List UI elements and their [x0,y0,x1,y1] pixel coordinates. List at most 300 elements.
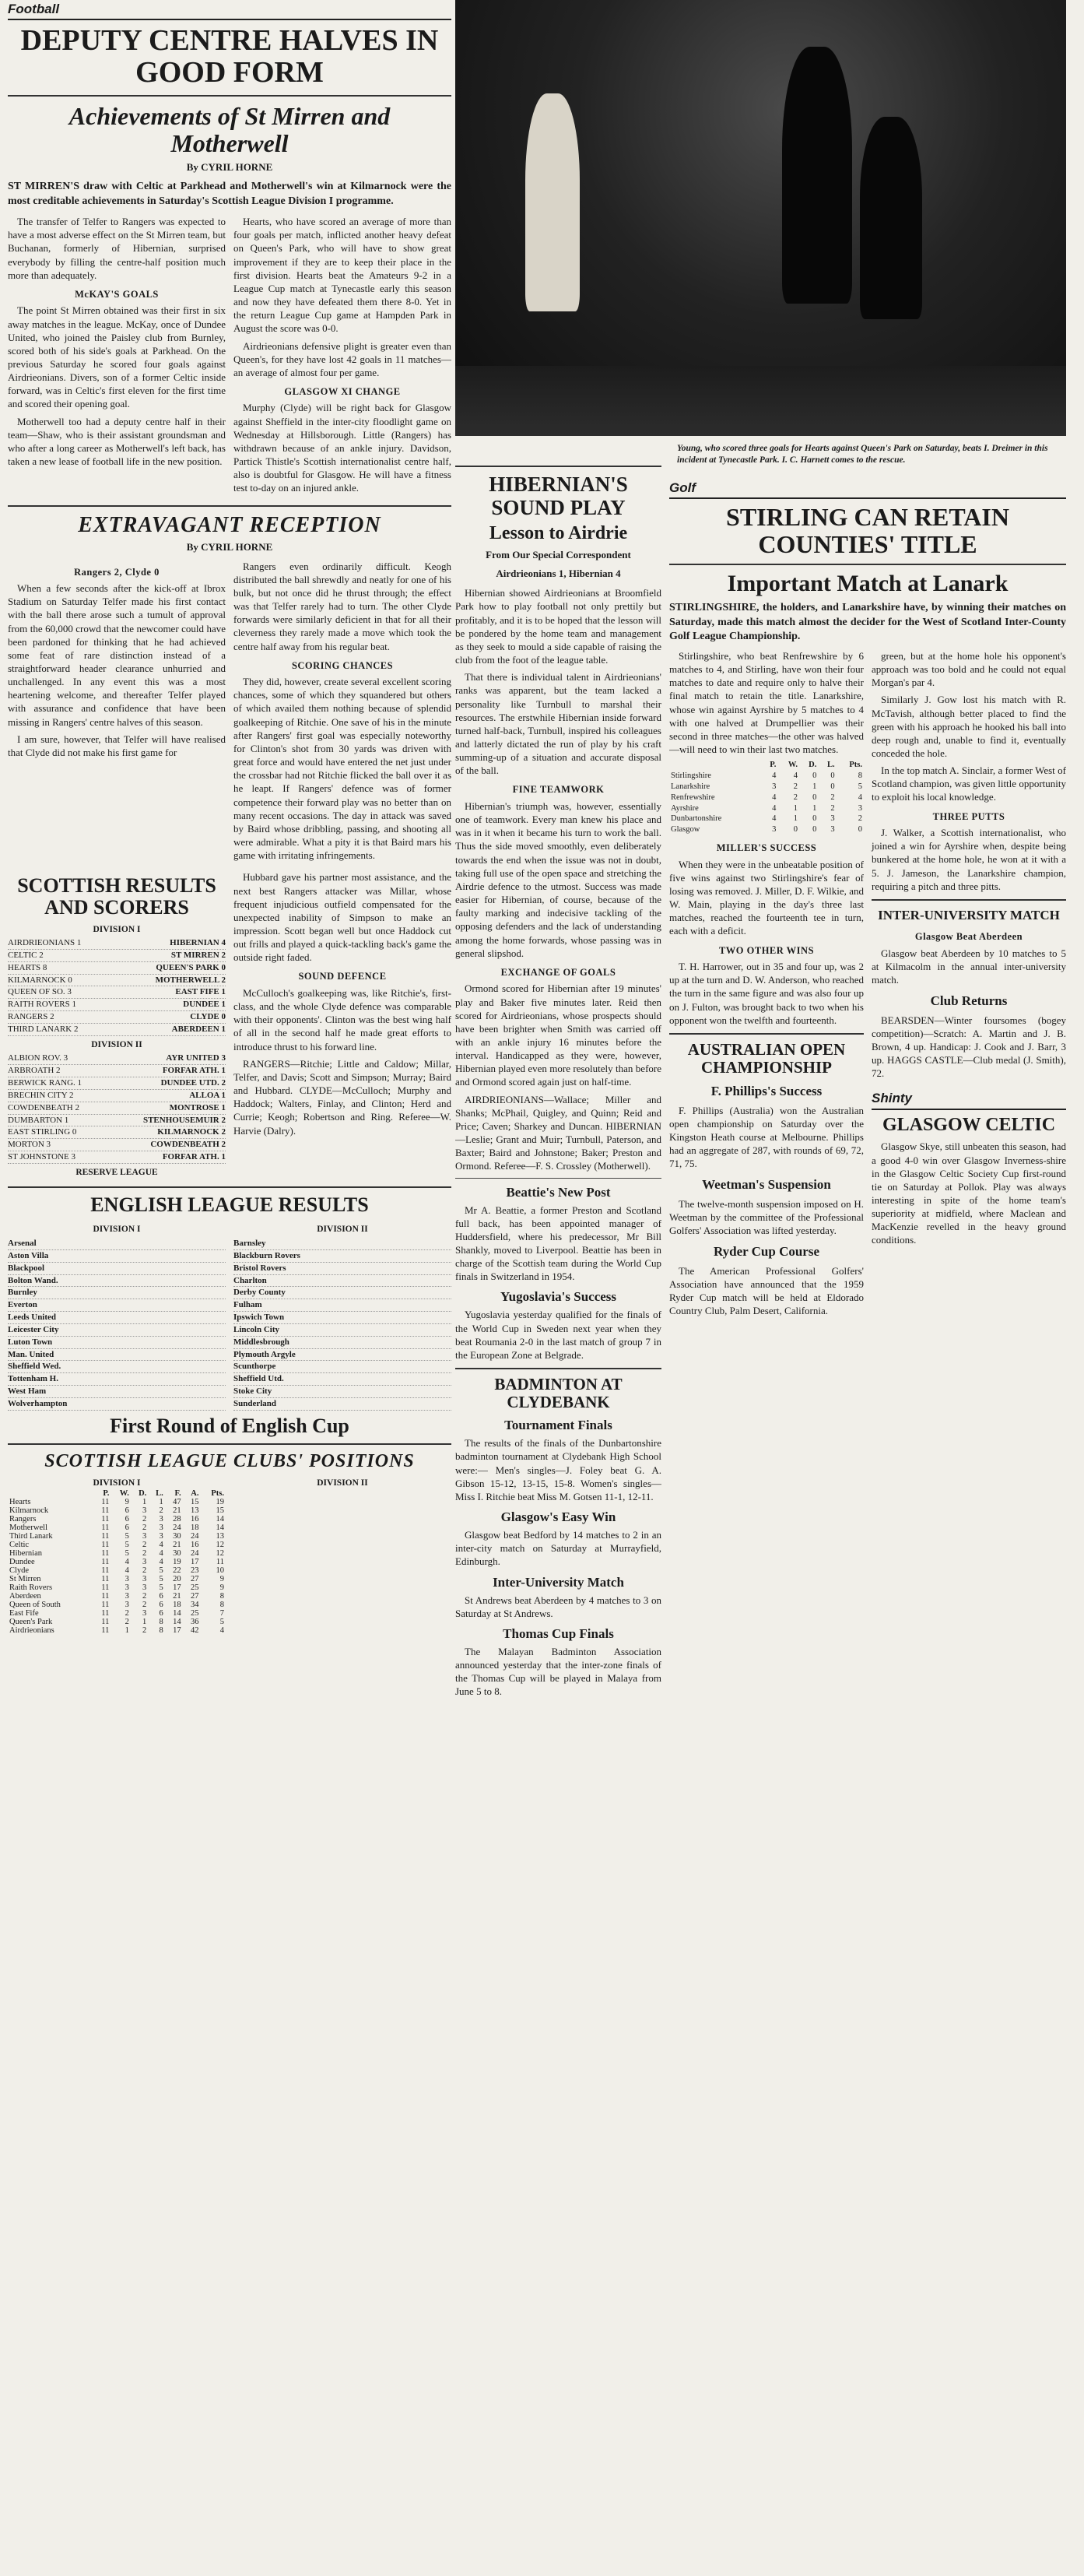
table-cell: 15 [216,1506,224,1515]
table-cell: 14 [216,1514,224,1523]
player-figure [782,47,852,304]
phillips-headline: F. Phillips's Success [710,1084,823,1099]
club-name: Burnley [8,1287,226,1299]
paragraph: T. H. Harrower, out in 35 and four up, was 2 up at the turn and D. W. Anderson, who reached the turn in the same figure and was also four up on J. Fulton, was brought back to two when his opponent won the twelfth and fourteenth. [669,961,864,1026]
table-cell: 11 [101,1506,110,1515]
table-cell: Hibernian [9,1548,42,1558]
table-row [8,1575,226,1583]
table-cell: 25 [190,1583,199,1592]
team-score: BRECHIN CITY 2 [8,1090,74,1100]
table-cell: Hearts [9,1497,31,1506]
table-cell: 3 [125,1591,129,1601]
table-cell: 2 [830,803,835,813]
match-score: Rangers 2, Clyde 0 [74,566,160,578]
table-cell: 21 [173,1591,181,1601]
paragraph: The American Professional Golfers' Association have announced that the 1959 Ryder Cup match will be held at Eldorado Country Club, Palm Desert, California. [669,1264,864,1317]
table-cell: 11 [101,1548,110,1558]
australian-headline: AUSTRALIAN OPEN CHAMPIONSHIP [687,1039,846,1077]
team-score: ABERDEEN 1 [171,1024,226,1034]
table-row [8,1549,226,1558]
club-name: Sheffield Utd. [233,1373,451,1386]
table-cell: 6 [159,1591,163,1601]
division-label: DIVISION II [317,1478,368,1488]
paragraph: St Andrews beat Aberdeen by 4 matches to 3 on Saturday at St Andrews. [455,1594,661,1619]
paragraph: Hearts, who have scored an average of more than four goals per match, inflicted another heavy defeat on Queen's Park, who will have to show great improvement if they are to keep their place in the first division. Hearts beat the Amateurs 9-2 in a League Cup match at Tynecastle early this season and now they have defeated them there 8-0. Yet in the return League Cup game at Hampden Park in August the score was 0-0. [233,216,451,335]
yugoslavia-body [455,1308,661,1362]
paragraph: BEARSDEN—Winter foursomes (bogey competition)—Scratch: A. Martin and J. B. Brown, 4 up. Handicap: J. Cook and J. Barr, 3 up. HAGGS CASTLE—Club medal (J. Smith), 72. [872,1014,1066,1080]
table-cell: 6 [159,1608,163,1618]
table-cell: 4 [159,1540,163,1549]
crosshead: TWO OTHER WINS [718,944,815,956]
paragraph: When a few seconds after the kick-off at Ibrox Stadium on Saturday Telfer made his first contact with the ball there arose such a tumult of approval from the 60,000 crowd that the newcomer could have been pardoned for thinking that he had achieved some feat of rare distinction instead of a straightforward header clearance unhurried and unchallenged. In any event this was a most heartening welcome, and thereafter Telfer played with assurance and confidence that have been missing in Rangers' centre halves of this season. [8,582,226,728]
english-cup-headline: First Round of English Cup [110,1414,349,1437]
table-cell: 0 [793,825,798,835]
ryder-headline: Ryder Cup Course [713,1244,820,1260]
result-row [8,1151,226,1164]
paragraph: Ormond scored for Hibernian after 19 minutes' play and Baker five minutes later. Reid then scored for Airdrieonians, whose prospects should have been brighter when Smith was carried off with an ankle injury 16 minutes before the interval. Handicapped as they were, however, Hibernian played even more resolutely than before and Ormond scored again just on half-time. [455,982,661,1088]
paragraph: In the top match A. Sinclair, a former West of Scotland champion, was given little opportunity to exploit his local knowledge. [872,764,1066,803]
table-cell: 1 [159,1497,163,1506]
table-cell: 17 [173,1583,181,1592]
table-cell: 4 [858,792,862,802]
table-cell: 2 [793,782,798,791]
table-cell: 11 [216,1557,224,1566]
table-row [669,792,864,803]
table-cell: Kilmarnock [9,1506,49,1515]
table-row [8,1558,226,1566]
table-cell: 3 [142,1583,147,1592]
hibernian-body [455,586,661,1172]
table-cell: 2 [142,1591,147,1601]
article-right [233,215,451,498]
paragraph: The twelve-month suspension imposed on H. Weetman by the committee of the Professional Golfers' Association was lifted yesterday. [669,1197,864,1237]
table-cell: Glasgow [671,825,700,835]
table-cell: Queen of South [9,1600,61,1609]
paragraph: The Malayan Badminton Association announced yesterday that the inter-zone finals of the Thomas Cup will be played in Malaya from June 5 to 8. [455,1645,661,1698]
divider [872,899,1066,901]
table-cell: 3 [159,1531,163,1541]
table-cell: 11 [101,1591,110,1601]
table-cell: 8 [858,771,862,780]
table-cell: 11 [101,1574,110,1583]
table-cell: 3 [830,814,835,824]
correspondent: From Our Special Correspondent [486,549,631,561]
table-row [669,824,864,835]
paragraph: Hibernian's triumph was, however, essentially one of teamwork. Every man knew his place and was in it when it became his turn to work the ball. Thus the side moved smoothly, even deliberately towards the end when the issue was not in doubt, taking full use of the open space and stretching the Airdrie defence to the utmost. Success was made easier for Hibernian, of course, because of the faulty marking and indecisive tackling of the opposing defenders and the lack of understanding among the home forwards, whose passing was in general slipshod. [455,800,661,959]
result-row [8,950,226,962]
club-name: Blackburn Rovers [233,1250,451,1263]
reception-body [8,560,451,866]
table-cell: 21 [173,1540,181,1549]
team-score: KILMARNOCK 0 [8,975,72,985]
football-photo [455,0,1066,436]
pitch-ground [455,366,1066,436]
team-score: CELTIC 2 [8,950,44,960]
divider [669,564,1066,565]
table-row [8,1506,226,1515]
club-name: Wolverhampton [8,1398,226,1411]
club-name: Derby County [233,1287,451,1299]
table-cell: 11 [101,1583,110,1592]
table-row [8,1515,226,1523]
table-cell: 21 [173,1506,181,1515]
table-cell: 16 [190,1540,199,1549]
golf-right [872,649,1066,1321]
table-cell: 8 [159,1617,163,1626]
club-name: Everton [8,1299,226,1312]
table-cell: 12 [216,1548,224,1558]
result-row [8,1102,226,1115]
paragraph: Stirlingshire, who beat Renfrewshire by 6 matches to 4, and Stirling, have won their four matches to date and require only to halve their final match to retain the title. Lanarkshire, whose win against Ayrshire by 5 matches to 4 with one halved at Drumpellier was their second in three matches—the other was halved—will need to win their last two matches. [669,649,864,755]
table-cell: 11 [101,1566,110,1575]
table-cell: 2 [142,1514,147,1523]
main-headline: DEPUTY CENTRE HALVES IN GOOD FORM [20,24,439,90]
division-2-results [8,1053,226,1164]
badminton-headline: BADMINTON AT CLYDEBANK [494,1375,623,1412]
table-cell: 11 [101,1497,110,1506]
team-score: ALLOA 1 [189,1090,226,1100]
team-score: MOTHERWELL 2 [155,975,226,985]
table-cell: 4 [219,1625,224,1635]
table-cell: 1 [812,782,817,791]
tournament-headline: Tournament Finals [504,1418,612,1433]
result-row [8,1126,226,1139]
table-cell: 2 [142,1566,147,1575]
divider [455,466,661,467]
paragraph: I am sure, however, that Telfer will have realised that Clyde did not make his first game for [8,733,226,758]
result-row [8,1090,226,1102]
table-cell: 28 [173,1514,181,1523]
result-row [8,1053,226,1065]
golf-left [669,649,864,1321]
table-row [8,1592,226,1601]
intervarsity-headline: INTER-UNIVERSITY MATCH [878,907,1060,923]
paragraph: That there is individual talent in Airdrieonians' ranks was apparent, but the team lacked a personality like Turnbull to marshal their resources. The erstwhile Hibernian inside forward turned half-back, Turnbull, inspired his colleagues and latterly dictated the run of play by his craft summing-up of a situation and accurate disposal of the ball. [455,671,661,777]
club-name: Man. United [8,1349,226,1362]
paragraph: Glasgow beat Bedford by 14 matches to 2 in an inter-city match on Saturday at Murrayfield, Edinburgh. [455,1529,661,1568]
table-cell: 9 [125,1497,129,1506]
table-row [8,1566,226,1575]
table-row [8,1609,226,1618]
table-cell: 3 [142,1506,147,1515]
table-cell: Motherwell [9,1523,47,1532]
table-body [669,771,864,835]
column-header: Pts. [849,761,862,770]
table-cell: 6 [125,1523,129,1532]
table-cell: 5 [219,1617,224,1626]
reception-headline: EXTRAVAGANT RECEPTION [78,512,381,537]
table-cell: Ayrshire [671,803,699,813]
table-cell: 19 [173,1557,181,1566]
club-name: Arsenal [8,1238,226,1250]
article-body [8,215,451,498]
club-name: Sunderland [233,1398,451,1411]
club-name: Charlton [233,1275,451,1288]
player-figure [525,93,580,311]
scottish-results [8,870,226,1180]
column-header: P. [770,761,777,770]
paragraph: Yugoslavia yesterday qualified for the finals of the World Cup in Sweden next year when they beat Roumania 2-0 in the last match of group 7 in the European Zone at Belgrade. [455,1309,661,1361]
club-name: Leeds United [8,1312,226,1324]
team-score: QUEEN OF SO. 3 [8,987,72,997]
table-cell: 4 [793,771,798,780]
result-row [8,937,226,950]
table-cell: 5 [858,782,862,791]
team-score: ST MIRREN 2 [170,950,226,960]
club-name: Middlesbrough [233,1337,451,1349]
table-cell: 5 [125,1540,129,1549]
table-cell: 11 [101,1625,110,1635]
english-div2-list [233,1238,451,1411]
table-cell: Raith Rovers [9,1583,53,1592]
results-list [8,924,226,1179]
english-results [8,1221,451,1410]
table-cell: 3 [142,1574,147,1583]
division-label: DIVISION II [91,1039,142,1049]
golf-subhead: Important Match at Lanark [727,571,1009,597]
table-cell: 3 [159,1514,163,1523]
football-column [8,0,451,2576]
player-figure [860,117,922,319]
section-tag-shinty: Shinty [872,1088,1066,1110]
article-left [8,215,226,498]
club-name: Luton Town [8,1337,226,1349]
table-cell: 42 [190,1625,199,1635]
table-cell: 2 [125,1617,129,1626]
crosshead: EXCHANGE OF GOALS [500,966,616,978]
column-header: L. [827,761,835,770]
table-cell: 47 [173,1497,181,1506]
table-cell: 11 [101,1540,110,1549]
paragraph: Mr A. Beattie, a former Preston and Scotland full back, has been appointed manager of Huddersfield, where his predecessor, Mr Bill Shankly, moved to Liverpool. Beattie has been in charge of the Scottish team during the World Cup finals in Switzerland in 1954. [455,1204,661,1283]
table-row [8,1523,226,1532]
table-cell: 11 [101,1617,110,1626]
intervarsity-headline: Inter-University Match [493,1574,624,1590]
division-label: DIVISION I [93,924,141,934]
table-cell: 8 [159,1625,163,1635]
table-cell: 1 [142,1617,147,1626]
lead-paragraph: ST MIRREN'S draw with Celtic at Parkhead and Motherwell's win at Kilmarnock were the most creditable achievements in Saturday's Scottish League Division I programme. [8,181,451,207]
team-score: STENHOUSEMUIR 2 [142,1115,226,1125]
table-row [669,771,864,782]
club-name: Tottenham H. [8,1373,226,1386]
column-header: L. [156,1488,163,1498]
table-cell: 2 [142,1548,147,1558]
table-cell: Celtic [9,1540,30,1549]
photo-image [455,0,1066,436]
table-cell: 2 [830,792,835,802]
table-row [8,1583,226,1592]
table-cell: 2 [142,1523,147,1532]
table-cell: 16 [190,1514,199,1523]
table-row [669,814,864,824]
table-cell: 3 [125,1600,129,1609]
club-name: Lincoln City [233,1324,451,1337]
yugoslavia-headline: Yugoslavia's Success [500,1289,617,1305]
table-cell: 9 [219,1583,224,1592]
club-returns-headline: Club Returns [930,993,1008,1009]
column-header: P. [103,1488,110,1498]
club-name: West Ham [8,1386,226,1398]
subheadline: Achievements of St Mirren and Motherwell [68,102,391,157]
table-cell: 0 [830,782,835,791]
table-cell: 14 [216,1523,224,1532]
glasgow-win-headline: Glasgow's Easy Win [500,1509,616,1525]
table-cell: 2 [793,792,798,802]
table-cell: Aberdeen [9,1591,41,1601]
crosshead-sound: SOUND DEFENCE [298,971,387,982]
golf-headline: STIRLING CAN RETAIN COUNTIES' TITLE [726,503,1009,558]
table-cell: 24 [190,1548,199,1558]
paragraph: Glasgow beat Aberdeen by 10 matches to 5 at Kilmacolm in the annual inter-university match. [872,947,1066,986]
column-header: W. [119,1488,129,1498]
table-cell: Clyde [9,1566,30,1575]
team-score: EAST FIFE 1 [175,987,226,997]
team-score: MORTON 3 [8,1140,51,1150]
paragraph: Motherwell too had a deputy centre half in their team—Shaw, who is their assistant groundsman and who after a long career as Motherwell's left back, has taken a new lease of football life in the new position. [8,415,226,468]
tournament-body [455,1436,661,1503]
table-cell: 27 [190,1574,199,1583]
photo-caption: Young, who scored three goals for Hearts against Queen's Park on Saturday, beats I. Dreimer in this incident at Tynecastle Park. I. C. Harnett comes to the rescue. [677,444,1048,465]
table-cell: 4 [772,803,777,813]
division-label: DIVISION II [317,1225,368,1235]
column-header [669,760,762,771]
column-header: F. [174,1488,181,1498]
team-lineups: RANGERS—Ritchie; Little and Caldow; Millar, Telfer, and Davis; Scott and Simpson; Murray; Baird and Hubbard. CLYDE—McCulloch; Murphy and Haddock; Walters, Finlay, and Clinton; Herd and Currie; Keogh; Robertson and Ring. Referee—W. Harvie (Dalry). [233,1057,451,1137]
table-cell: 19 [216,1497,224,1506]
column-header: D. [809,761,817,770]
hibernian-subhead: Lesson to Airdrie [489,523,628,544]
table-cell: 1 [793,803,798,813]
english-results-headline: ENGLISH LEAGUE RESULTS [90,1193,369,1217]
result-row [8,1011,226,1024]
team-score: AIRDRIEONIANS 1 [8,938,82,948]
match-score: Airdrieonians 1, Hibernian 4 [496,568,621,580]
team-score: HEARTS 8 [8,962,47,972]
table-cell: 17 [190,1557,199,1566]
result-row [8,1077,226,1090]
result-row [8,1065,226,1077]
divider [669,1033,864,1035]
table-cell: 6 [159,1600,163,1609]
positions-div1 [8,1475,226,1635]
divider [8,1443,451,1445]
table-cell: 10 [216,1566,224,1575]
paragraph: green, but at the home hole his opponent's approach was too bold and he could not equal Morgan's par 4. [872,649,1066,689]
result-row [8,999,226,1011]
table-cell: Queen's Park [9,1617,53,1626]
divider [455,1368,661,1369]
team-score: RAITH ROVERS 1 [8,1000,77,1010]
table-cell: 11 [101,1531,110,1541]
table-cell: 2 [142,1625,147,1635]
table-cell: Third Lanark [9,1531,53,1541]
table-header [8,1489,226,1498]
club-name: Bolton Wand. [8,1275,226,1288]
result-row [8,986,226,999]
table-cell: 3 [142,1531,147,1541]
table-cell: Airdrieonians [9,1625,54,1635]
table-cell: Renfrewshire [671,792,715,802]
thomas-cup-headline: Thomas Cup Finals [503,1625,614,1641]
table-cell: Dundee [9,1557,35,1566]
table-cell: 0 [858,825,862,835]
club-name: Sheffield Wed. [8,1361,226,1373]
club-name: Bristol Rovers [233,1263,451,1275]
divider [8,95,451,97]
beattie-body [455,1204,661,1284]
club-name: Ipswich Town [233,1312,451,1324]
team-score: HIBERNIAN 4 [170,938,226,948]
paragraph: Glasgow Skye, still unbeaten this season, had a good 4-0 win over Glasgow Inverness-shire in the Glasgow Celtic Society Cup first-round tie on Saturday at Pollok. Play was always interesting in spite of the home team's superiority at midfield, where Maclean and MacKenzie revelled in the heavy ground conditions. [872,1140,1066,1246]
division-1-results [8,937,226,1036]
reception-right [233,560,451,866]
crosshead: THREE PUTTS [932,810,1005,822]
column-header: D. [139,1488,147,1498]
table-cell: 30 [173,1531,181,1541]
table-cell: 5 [125,1548,129,1558]
table-cell: 9 [219,1574,224,1583]
table-cell: 11 [101,1600,110,1609]
table-cell: 14 [173,1608,181,1618]
table-cell: 17 [173,1625,181,1635]
golf-body [669,649,1066,1321]
paragraph: They did, however, create several excellent scoring chances, some of which they squandered but others of which availed them nothing because of splendid goalkeeping of Ritchie. One save of his in the minute after Rangers' first goal was especially noteworthy for Clinton's shot from 30 yards was driven with great force and would have entered the net just under the crossbar had not Ritchie flicked the ball over it as he leapt. If Rangers' defence was of former competence their forward play was no better than on many recent occasions. The day in attack was saved by Baird whose dribbling, passing, and shooting all were admirable. What a pity it is that Baird mars his game with irritating infringements. [233,676,451,862]
table-body [8,1498,226,1635]
paragraph: The transfer of Telfer to Rangers was expected to have a most adverse effect on the St Mirren team, but Buchanan, formerly of Hibernian, surprised everybody by filling the centre-half position much more than adequately. [8,216,226,281]
table-cell: Stirlingshire [671,771,711,780]
table-cell: 6 [125,1506,129,1515]
reserve-label: RESERVE LEAGUE [75,1167,158,1177]
table-cell: Dunbartonshire [671,814,722,824]
table-cell: 2 [142,1540,147,1549]
paragraph: Rangers even ordinarily difficult. Keogh distributed the ball shrewdly and neatly for one of his bulk, but not once did he thrust through; the effect was that Telfer rarely had to turn. The other Clyde forwards were similarly deficient in that for all their cleverness they rarely made a move which took the centre half away from his regular beat. [233,560,451,652]
table-row [8,1601,226,1609]
result-row [8,962,226,975]
positions-headline: SCOTTISH LEAGUE CLUBS' POSITIONS [44,1450,415,1471]
english-div2 [233,1221,451,1410]
golf-table [669,760,864,835]
table-cell: Rangers [9,1514,37,1523]
table-cell: 4 [772,771,777,780]
team-score: RANGERS 2 [8,1012,54,1022]
byline: By CYRIL HORNE [186,540,273,553]
club-name: Stoke City [233,1386,451,1398]
reception-continued [233,870,451,1180]
table-cell: 20 [173,1574,181,1583]
table-cell: 3 [125,1583,129,1592]
team-score: KILMARNOCK 2 [157,1127,226,1137]
team-score: QUEEN'S PARK 0 [156,962,226,972]
table-cell: 15 [190,1497,199,1506]
intervarsity-body [455,1594,661,1620]
scottish-results-headline: SCOTTISH RESULTS AND SCORERS [17,874,216,919]
team-score: MONTROSE 1 [169,1102,226,1112]
table-cell: 1 [125,1625,129,1635]
table-cell: 3 [142,1557,147,1566]
team-score: COWDENBEATH 2 [8,1102,79,1112]
divider [8,1186,451,1188]
table-cell: 1 [142,1497,147,1506]
paragraph: F. Phillips (Australia) won the Australian open championship on Saturday over the Kingston Heath course at Melbourne. Phillips had an aggregate of 287, with rounds of 69, 72, 71, 75. [669,1104,864,1170]
table-cell: 13 [190,1506,199,1515]
divider [455,1178,661,1179]
table-cell: 4 [772,792,777,802]
result-row [8,975,226,987]
celtic-headline: GLASGOW CELTIC [882,1114,1056,1135]
positions-div2 [233,1475,451,1635]
table-cell: 36 [190,1617,199,1626]
